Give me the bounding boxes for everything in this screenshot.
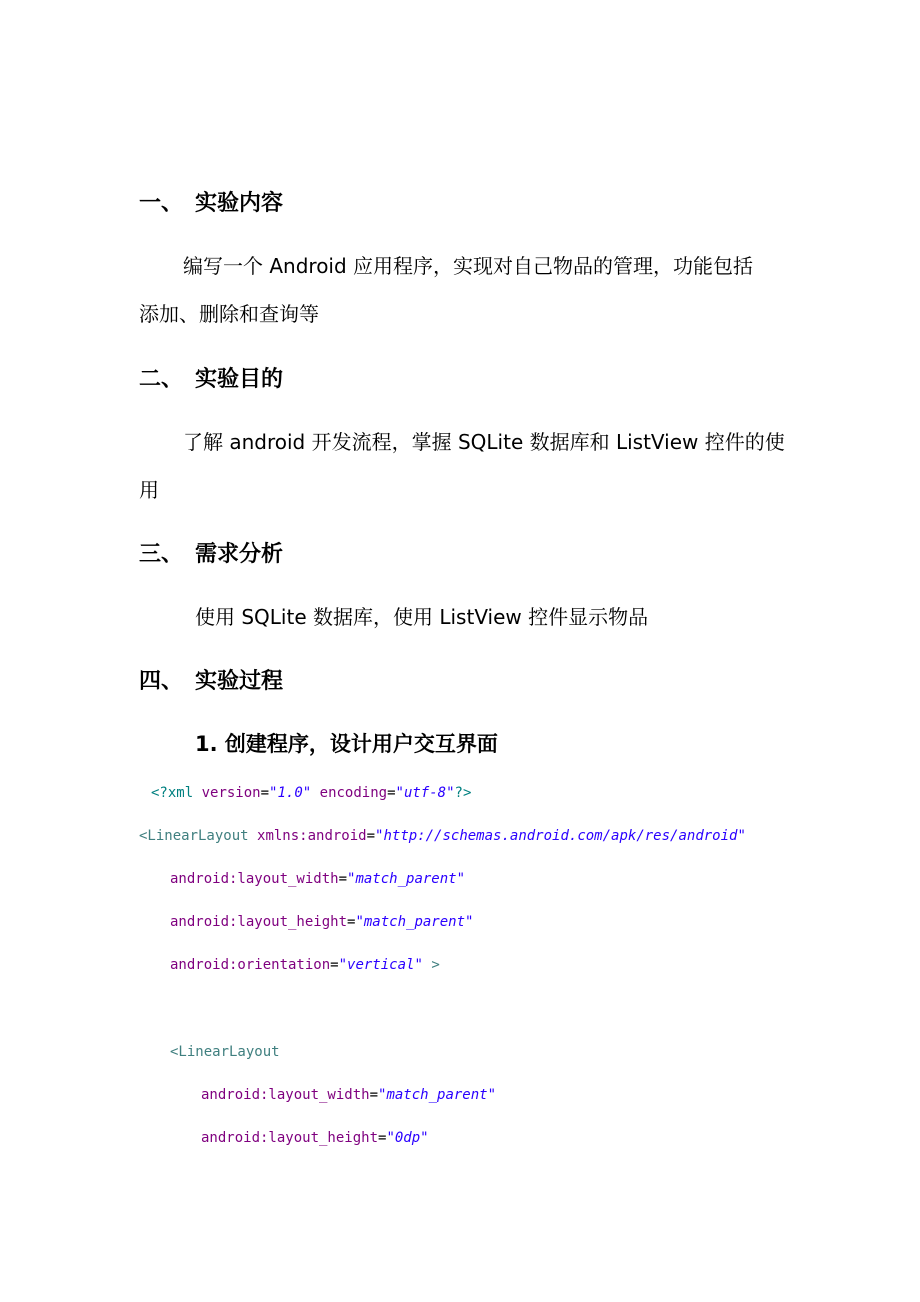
- code-token: ?>: [454, 785, 472, 801]
- code-token: =: [378, 1130, 387, 1146]
- code-line: [201, 1087, 496, 1103]
- code-token: =: [387, 785, 396, 801]
- code-token: encoding: [319, 785, 388, 801]
- section-number: 二、: [139, 367, 184, 392]
- code-token: "match_parent": [355, 914, 474, 930]
- code-token: >: [431, 957, 440, 973]
- section-heading-2: [139, 362, 439, 392]
- section-title: 需求分析: [195, 542, 284, 567]
- code-token: android:layout_width: [201, 1087, 370, 1103]
- code-line: [170, 914, 473, 930]
- subsection-number: 1.: [195, 732, 218, 756]
- section-number: 四、: [139, 669, 184, 694]
- subsection-title: 创建程序，设计用户交互界面: [224, 732, 498, 756]
- code-token: android:layout_height: [170, 914, 348, 930]
- code-token: =: [260, 785, 270, 801]
- code-token: <LinearLayout: [139, 828, 249, 844]
- code-token: =: [366, 828, 376, 844]
- code-token: android:layout_height: [201, 1130, 379, 1146]
- section-title: 实验过程: [195, 669, 284, 694]
- code-token: =: [338, 871, 348, 887]
- code-token: "vertical": [338, 957, 423, 973]
- section-number: 一、: [139, 191, 184, 216]
- code-token: =: [347, 914, 356, 930]
- code-token: "match_parent": [347, 871, 466, 887]
- section-title: 实验内容: [195, 191, 284, 216]
- code-line: [139, 828, 746, 844]
- code-token: <LinearLayout: [170, 1044, 280, 1060]
- code-token: version: [201, 785, 261, 801]
- code-line: [201, 1130, 429, 1146]
- subsection-heading: [195, 728, 498, 758]
- code-token: "0dp": [386, 1130, 429, 1146]
- paragraph-line: 编写一个 Android 应用程序，实现对自己物品的管理，功能包括: [183, 254, 754, 278]
- code-token: =: [369, 1087, 379, 1103]
- code-token: "1.0": [269, 785, 312, 801]
- paragraph-line: 使用 SQLite 数据库，使用 ListView 控件显示物品: [195, 605, 649, 629]
- code-line: [170, 871, 465, 887]
- code-token: "http://schemas.android.com/apk/res/android": [375, 828, 746, 844]
- section-heading-3: [139, 537, 439, 567]
- code-line: [170, 1044, 280, 1060]
- code-line: [170, 957, 440, 973]
- section-heading-4: [139, 664, 439, 694]
- section-title: 实验目的: [195, 367, 284, 392]
- code-token: =: [330, 957, 339, 973]
- code-token: xmlns:android: [257, 828, 367, 844]
- section-number: 三、: [139, 542, 184, 567]
- paragraph-line: 了解 android 开发流程，掌握 SQLite 数据库和 ListView 控件的使: [183, 430, 785, 454]
- code-token: "match_parent": [378, 1087, 497, 1103]
- paragraph-line: 用: [139, 478, 159, 502]
- section-heading-1: [139, 186, 439, 216]
- code-token: android:layout_width: [170, 871, 339, 887]
- paragraph-line: 添加、删除和查询等: [139, 302, 319, 326]
- code-token: android:orientation: [170, 957, 331, 973]
- code-token: <?xml: [151, 785, 194, 801]
- code-token: "utf-8": [395, 785, 455, 801]
- code-line: [151, 785, 471, 801]
